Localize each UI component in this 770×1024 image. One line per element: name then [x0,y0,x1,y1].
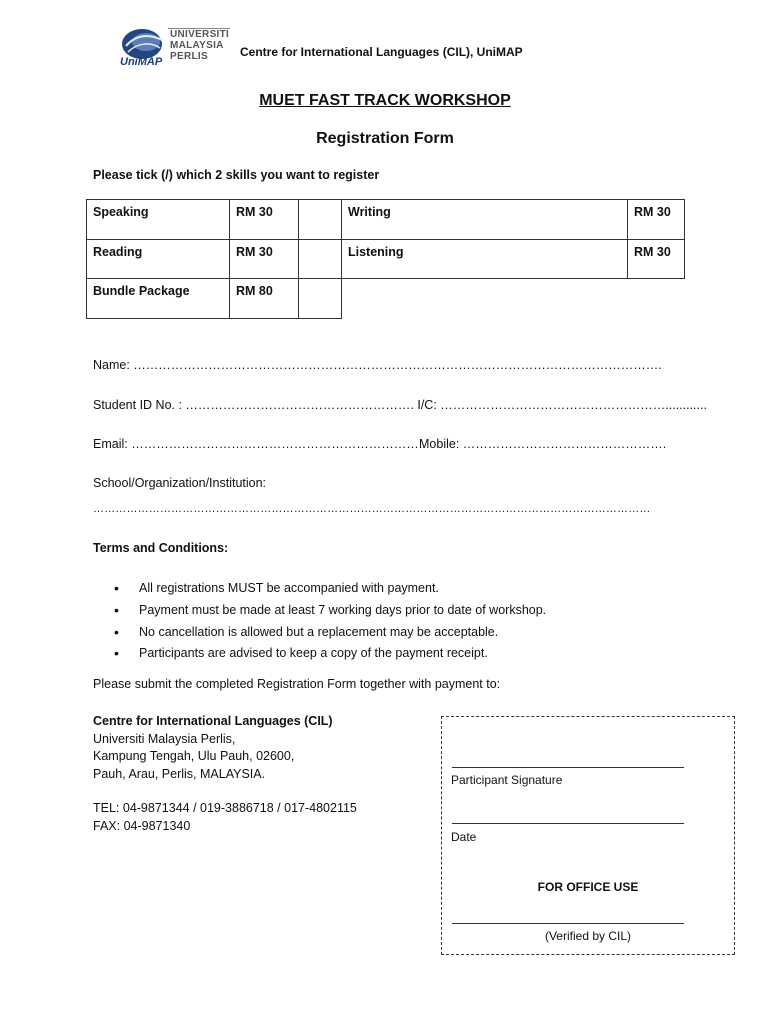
logo-wordmark: UNIVERSITI MALAYSIA PERLIS [170,29,230,62]
signature-box [441,716,735,955]
address-line: Pauh, Arau, Perlis, MALAYSIA. [93,766,266,781]
logo-mark: UniMAP [120,56,163,68]
skill-price: RM 30 [627,199,685,240]
document-title: MUET FAST TRACK WORKSHOP [259,92,511,109]
participant-signature-line[interactable] [452,767,684,768]
skill-name: Reading [86,239,230,279]
name-field[interactable]: Name: ………………………………………………………………………………………………………………. [93,358,662,372]
address-line: Universiti Malaysia Perlis, [93,731,236,746]
tick-box-speaking[interactable] [298,199,342,240]
mobile-field[interactable]: Mobile: …………………………………………. [419,437,667,451]
tick-box-reading[interactable] [298,239,342,279]
email-field[interactable]: Email: …………………………………………………………….. [93,437,426,451]
school-label: School/Organization/Institution: [93,476,267,490]
skill-name: Listening [341,239,628,279]
student-id-ic-field[interactable]: Student ID No. : ………………………………………………. I/C: ………………………………………………............ [93,398,707,412]
verified-label: (Verified by CIL) [544,929,632,943]
participant-signature-label: Participant Signature [451,773,563,787]
terms-heading: Terms and Conditions: [93,541,229,555]
list-item: • Payment must be made at least 7 working days prior to date of workshop. [112,600,546,622]
skill-price: RM 30 [229,199,299,240]
office-use-label: FOR OFFICE USE [537,880,639,894]
skill-price: RM 30 [627,239,685,279]
skills-instruction: Please tick (/) which 2 skills you want to register [93,168,380,182]
mailing-address [93,713,357,835]
document-subtitle: Registration Form [316,130,454,147]
submit-note: Please submit the completed Registration Form together with payment to: [93,677,501,691]
address-line: Kampung Tengah, Ulu Pauh, 02600, [93,749,295,763]
tick-box-bundle[interactable] [298,278,342,319]
skill-name: Speaking [86,199,230,240]
address-fax: FAX: 04-9871340 [93,818,191,833]
list-item: • All registrations MUST be accompanied with payment. [112,578,546,600]
header-centre-name: Centre for International Languages (CIL), UniMAP [240,45,523,59]
skill-price: RM 80 [229,278,299,319]
date-label: Date [451,830,477,844]
skill-name: Writing [341,199,628,240]
date-line[interactable] [452,823,684,824]
skill-name: Bundle Package [86,278,230,319]
skill-price: RM 30 [229,239,299,279]
verification-line [452,923,684,924]
address-tel: TEL: 04-9871344 / 019-3886718 / 017-4802115 [93,801,357,815]
terms-list [112,578,546,665]
school-field[interactable]: …………………………………………………………………………………………………………………………………… [93,503,651,515]
list-item: • Participants are advised to keep a copy of the payment receipt. [112,643,546,665]
address-org: Centre for International Languages (CIL) [93,714,333,728]
list-item: • No cancellation is allowed but a replacement may be acceptable. [112,622,546,644]
